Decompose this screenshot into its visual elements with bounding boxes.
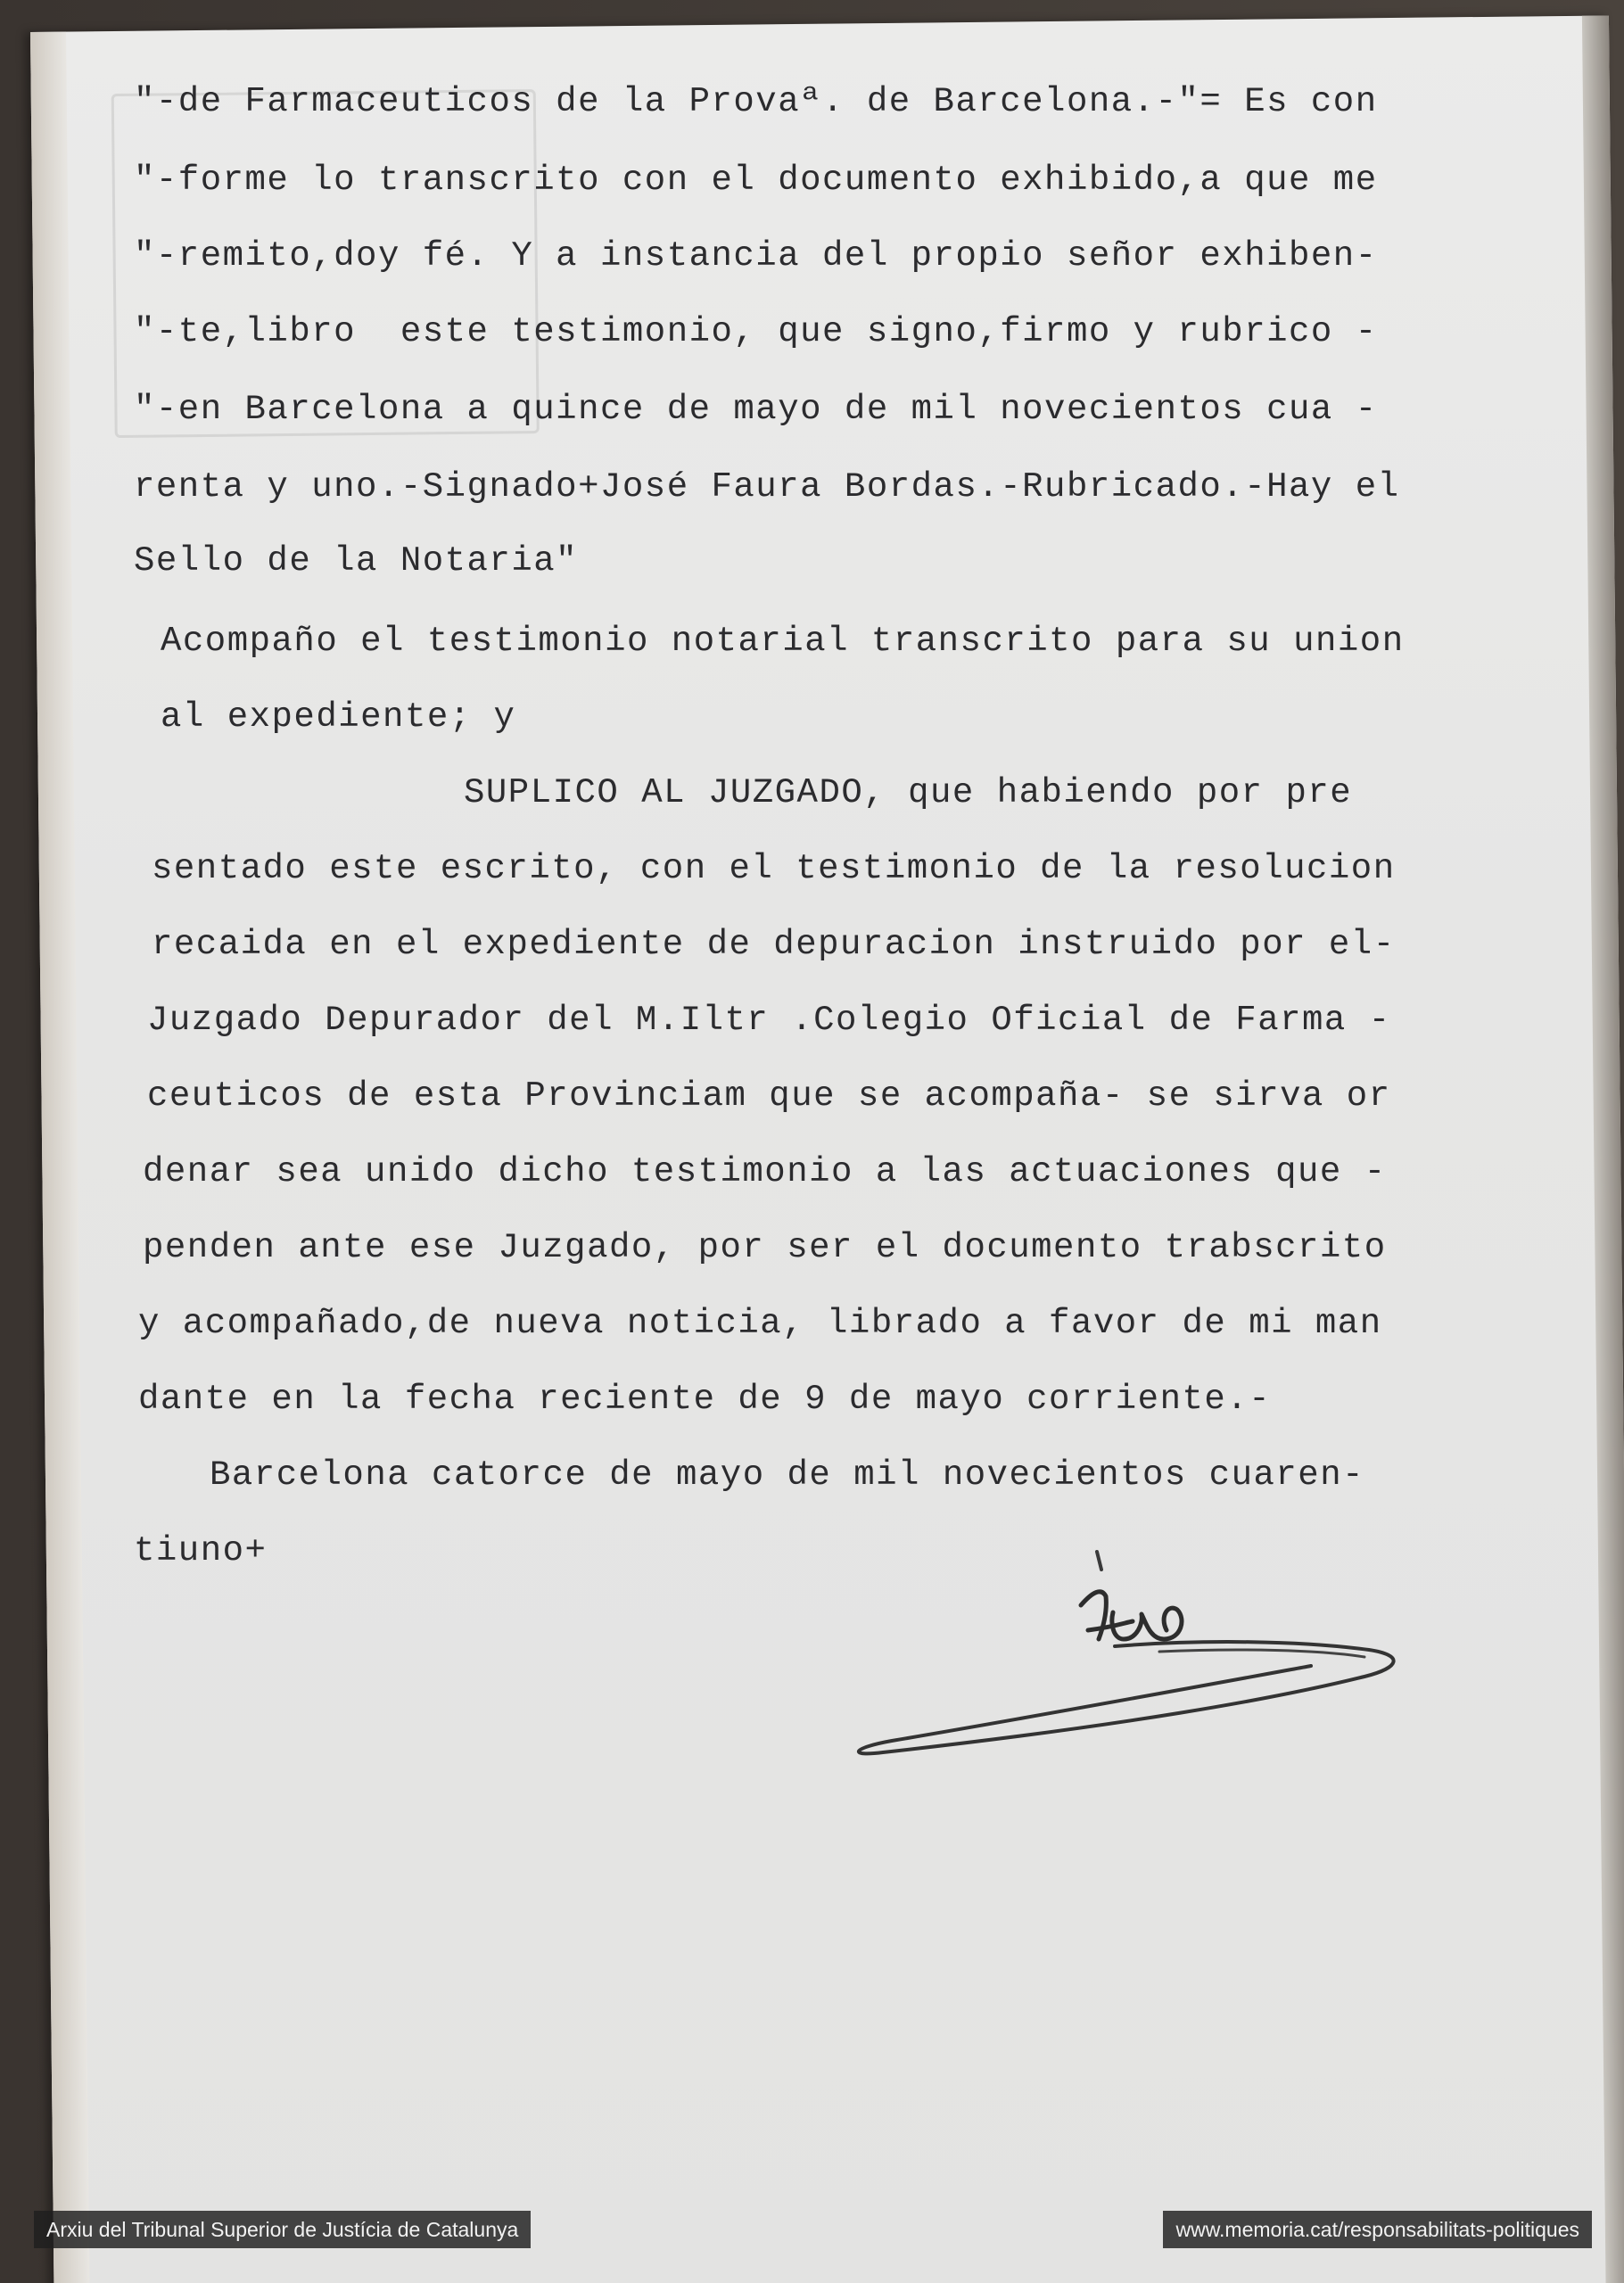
text-line: "-te,libro este testimonio, que signo,firmo y rubrico - bbox=[134, 312, 1378, 351]
text-line: ceuticos de esta Provinciam que se acompaña- se sirva or bbox=[147, 1076, 1391, 1116]
text-line: SUPLICO AL JUZGADO, que habiendo por pre bbox=[464, 773, 1353, 812]
text-line: "-remito,doy fé. Y a instancia del propio señor exhiben- bbox=[134, 236, 1378, 276]
text-line: renta y uno.-Signado+José Faura Bordas.-Rubricado.-Hay el bbox=[134, 467, 1400, 507]
text-line: "-de Farmaceuticos de la Provaª. de Barcelona.-"= Es con bbox=[134, 82, 1378, 121]
source-url[interactable]: www.memoria.cat/responsabilitats-politiques bbox=[1163, 2211, 1592, 2248]
text-line: denar sea unido dicho testimonio a las actuaciones que - bbox=[143, 1152, 1387, 1191]
text-line: "-en Barcelona a quince de mayo de mil novecientos cua - bbox=[134, 390, 1378, 429]
text-line: Acompaño el testimonio notarial transcrito para su union bbox=[161, 622, 1405, 661]
text-line: Juzgado Depurador del M.Iltr .Colegio Oficial de Farma - bbox=[147, 1001, 1391, 1040]
page-edge bbox=[30, 32, 90, 2283]
text-line: Barcelona catorce de mayo de mil novecientos cuaren- bbox=[210, 1455, 1364, 1495]
document-page bbox=[30, 15, 1624, 2283]
text-line: y acompañado,de nueva noticia, librado a favor de mi man bbox=[138, 1304, 1382, 1343]
text-line: penden ante ese Juzgado, por ser el documento trabscrito bbox=[143, 1228, 1387, 1267]
handwritten-signature bbox=[740, 1534, 1409, 1766]
text-line: recaida en el expediente de depuracion instruido por el- bbox=[152, 925, 1396, 964]
text-line: sentado este escrito, con el testimonio de la resolucion bbox=[152, 849, 1396, 888]
text-line: "-forme lo transcrito con el documento exhibido,a que me bbox=[134, 161, 1378, 200]
text-line: al expediente; y bbox=[161, 697, 516, 737]
archive-credit: Arxiu del Tribunal Superior de Justícia de Catalunya bbox=[34, 2211, 531, 2248]
text-line: dante en la fecha reciente de 9 de mayo corriente.- bbox=[138, 1380, 1272, 1419]
text-line: Sello de la Notaria" bbox=[134, 541, 579, 581]
page-binding-shadow bbox=[1582, 15, 1624, 2283]
text-line: tiuno+ bbox=[134, 1531, 268, 1570]
